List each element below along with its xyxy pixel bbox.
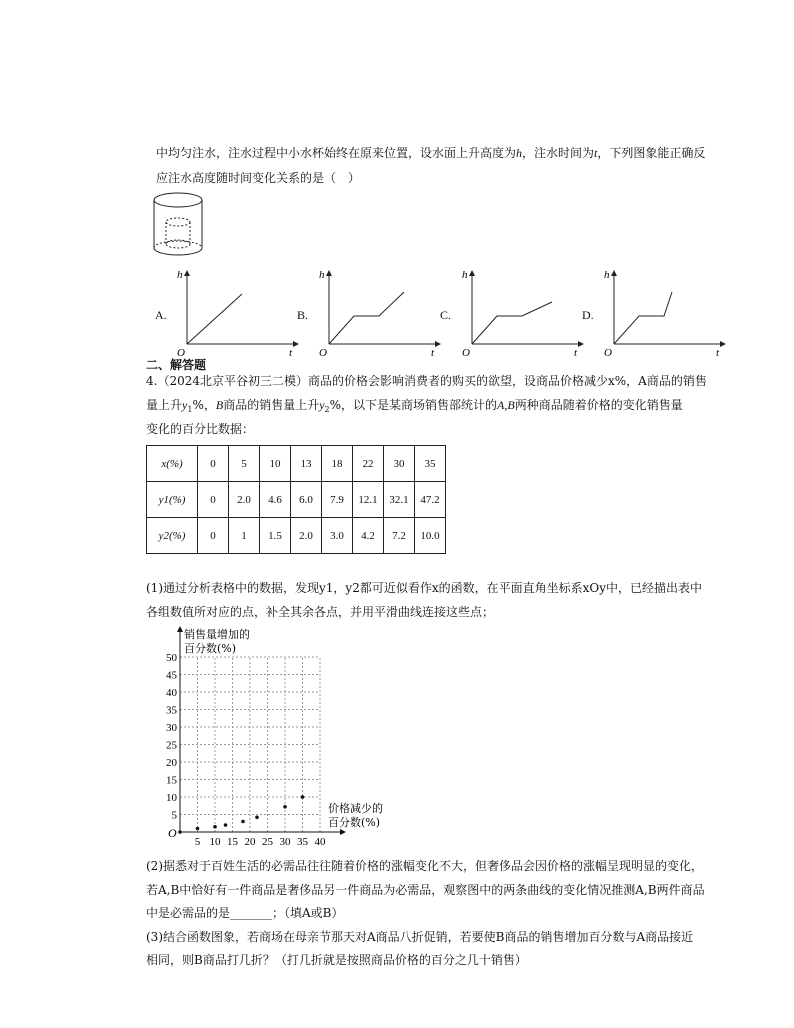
q3-line1-a: 中均匀注水，注水过程中小水杯始终在原来位置，设水面上升高度为 (156, 146, 517, 160)
option-graph (602, 268, 727, 358)
data-table (146, 445, 446, 554)
origin-label: O (177, 347, 185, 359)
y-arrow-icon (469, 270, 475, 276)
table-row (147, 518, 446, 554)
x-arrow-icon (340, 829, 346, 835)
table-cell: 7.2 (384, 518, 415, 554)
y-arrow-icon (184, 270, 190, 276)
y-tick-label: 40 (166, 687, 177, 699)
x-arrow-icon (720, 341, 726, 347)
data-point (213, 825, 217, 829)
option-graph (317, 268, 442, 358)
table-cell: 1 (229, 518, 260, 554)
option-graph (175, 268, 300, 358)
y1-var: y (182, 398, 188, 412)
option-label: D. (582, 308, 594, 322)
x-axis-label: 价格减少的 (328, 802, 383, 815)
graph-line (472, 302, 552, 344)
x-axis-label: t (289, 347, 293, 359)
y-tick-label: 35 (166, 704, 177, 717)
part2-line3: 中是必需品的是_______；（填A或B） (146, 906, 344, 920)
table-cell: 7.9 (322, 482, 353, 518)
row-header: y2(%) (147, 518, 198, 554)
y-axis-label: h (604, 269, 610, 281)
option-label: A. (155, 308, 167, 322)
table-cell: 6.0 (291, 482, 322, 518)
q4-line2-c: B (215, 398, 224, 412)
table-cell: 12.1 (353, 482, 384, 518)
x-arrow-icon (435, 341, 441, 347)
table-cell: 18 (322, 446, 353, 482)
x-tick-label: 20 (244, 836, 256, 848)
origin-label: O (604, 347, 612, 359)
x-axis-label: t (431, 347, 435, 359)
section-title: 二、解答题 (146, 358, 207, 372)
table-cell: 13 (291, 446, 322, 482)
table-cell: 0 (198, 446, 229, 482)
x-tick-label: 25 (262, 836, 273, 848)
y-tick-label: 20 (166, 757, 177, 769)
graph-line (614, 292, 672, 344)
q3-text-line1 (156, 145, 705, 161)
data-point (241, 820, 245, 824)
x-tick-label: 10 (209, 836, 221, 848)
q4-line2-d: 商品的销售量上升 (223, 398, 320, 412)
x-tick-label: 30 (279, 836, 291, 848)
y-axis-label: h (462, 269, 468, 281)
y-axis-label: 销售量增加的 (184, 628, 250, 641)
y-tick-label: 50 (166, 652, 177, 664)
q4-line1: 4.（2024北京平谷初三二模）商品的价格会影响消费者的购买的欲望，设商品价格减少x%，A商品的销售 (146, 374, 707, 388)
x-arrow-icon (578, 341, 584, 347)
x-arrow-icon (293, 341, 299, 347)
x-tick-label: 35 (297, 836, 308, 848)
y-axis-label: 百分数(%) (184, 642, 237, 655)
table-cell: 22 (353, 446, 384, 482)
y-arrow-icon (611, 270, 617, 276)
table-cell: 32.1 (384, 482, 415, 518)
table-cell: 4.2 (353, 518, 384, 554)
row-header: x(%) (147, 446, 198, 482)
origin-label: O (462, 347, 470, 359)
part1-line2: 各组数值所对应的点，补全其余各点，并用平滑曲线连接这些点； (146, 605, 495, 619)
graph-line (329, 292, 404, 344)
part3-line1: (3)结合函数图象，若商场在母亲节那天对A商品八折促销，若要使B商品的销售增加百分数与A商品接近 (146, 930, 694, 944)
origin-label: O (168, 826, 177, 840)
table-row (147, 482, 446, 518)
y-tick-label: 30 (166, 722, 177, 734)
table-cell: 2.0 (229, 482, 260, 518)
data-table-body (147, 446, 446, 554)
data-point (224, 823, 228, 827)
table-cell: 3.0 (322, 518, 353, 554)
table-cell: 35 (415, 446, 446, 482)
y1-sub: 1 (187, 405, 193, 414)
q4-line2-b: %， (192, 398, 216, 412)
q4-line3: 变化的百分比数据： (146, 422, 255, 436)
q4-line2-a: 量上升 (146, 398, 183, 412)
x-tick-label: 40 (314, 836, 326, 848)
cylinder-figure (150, 190, 210, 262)
part3-line2: 相同，则B商品打几折？（打几折就是按照商品价格的百分之几十销售） (146, 953, 527, 967)
x-axis-label: 百分数(%) (328, 816, 381, 829)
x-tick-label: 15 (227, 836, 238, 848)
table-cell: 0 (198, 482, 229, 518)
var-t: t (594, 146, 598, 160)
data-point (283, 805, 287, 809)
y2-var: y (319, 398, 325, 412)
y-tick-label: 10 (166, 792, 177, 804)
y-axis-label: h (319, 269, 325, 281)
y-axis-label: h (177, 269, 183, 281)
part1-line1: (1)通过分析表格中的数据，发现y1，y2都可近似看作x的函数，在平面直角坐标系xOy中，已经描出表中 (146, 581, 702, 595)
table-cell: 10 (260, 446, 291, 482)
data-point (301, 795, 305, 799)
x-tick-label: 5 (194, 836, 201, 848)
row-header: y1(%) (147, 482, 198, 518)
y2-sub: 2 (324, 405, 330, 414)
y-tick-label: 15 (166, 774, 177, 787)
table-cell: 0 (198, 518, 229, 554)
table-cell: 30 (384, 446, 415, 482)
part2-line1: (2)据悉对于百姓生活的必需品往往随着价格的涨幅变化不大，但奢侈品会因价格的涨幅呈现明显的变化， (146, 859, 704, 873)
x-axis-label: t (716, 347, 720, 359)
table-cell: 2.0 (291, 518, 322, 554)
data-point (178, 830, 182, 834)
y-arrow-icon (177, 626, 183, 632)
table-cell: 1.5 (260, 518, 291, 554)
q4-line2-f: A,B (497, 398, 515, 412)
table-cell: 47.2 (415, 482, 446, 518)
q3-text-line2: 应注水高度随时间变化关系的是（ ） (156, 171, 361, 185)
y-tick-label: 5 (171, 809, 177, 822)
y-tick-label: 45 (166, 669, 177, 682)
q3-line1-mid: ，注水时间为 (522, 146, 595, 160)
var-h: h (516, 146, 523, 160)
option-graph (460, 268, 585, 358)
y-arrow-icon (326, 270, 332, 276)
graph-line (187, 294, 242, 344)
option-label: C. (440, 308, 452, 322)
table-cell: 5 (229, 446, 260, 482)
option-label: B. (297, 308, 309, 322)
scatter-chart (155, 622, 400, 848)
table-row (147, 446, 446, 482)
x-axis-label: t (574, 347, 578, 359)
y-tick-label: 25 (166, 739, 177, 752)
q4-line2 (146, 397, 683, 418)
data-point (196, 827, 200, 831)
origin-label: O (319, 347, 327, 359)
table-cell: 4.6 (260, 482, 291, 518)
part2-line2: 若A,B中恰好有一件商品是奢侈品另一件商品为必需品，观察图中的两条曲线的变化情况推测A,B两件商品 (146, 883, 705, 897)
q3-line1-end: ，下列图象能正确反 (597, 146, 706, 160)
table-cell: 10.0 (415, 518, 446, 554)
q4-line2-e: %，以下是某商场销售部统计的 (329, 398, 498, 412)
data-point (255, 816, 259, 820)
q4-line2-g: 两种商品随着价格的变化销售量 (514, 398, 683, 412)
